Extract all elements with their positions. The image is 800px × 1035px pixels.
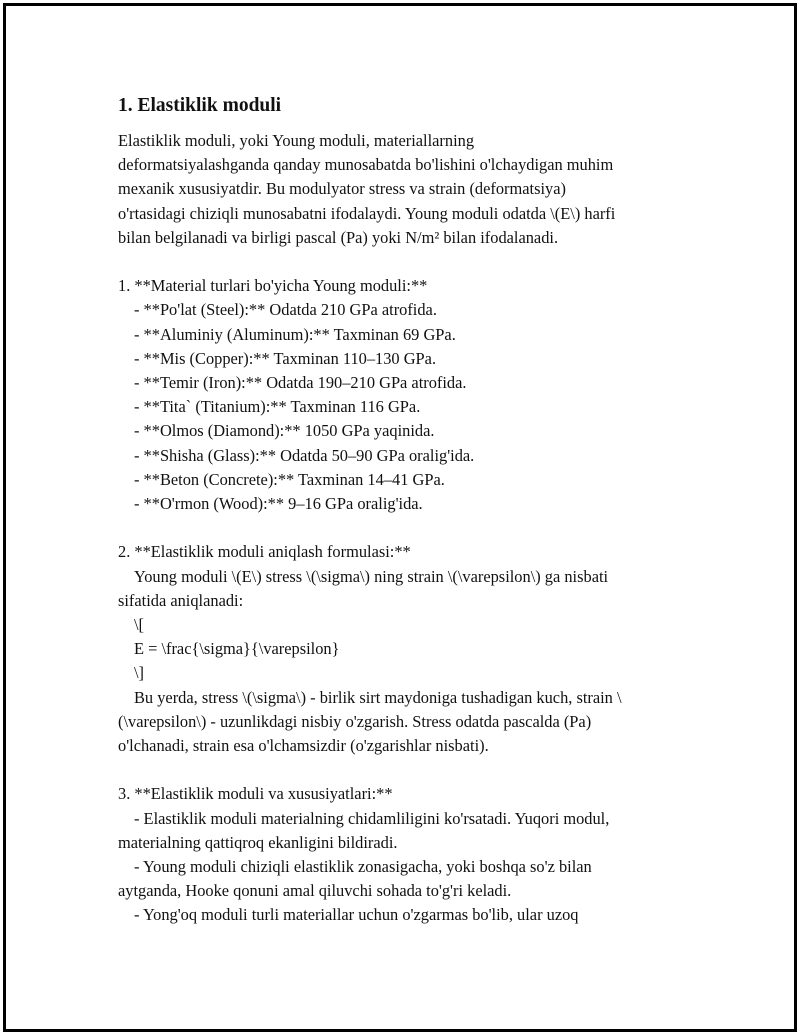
formula-section: [118, 540, 708, 758]
spacer: [118, 516, 708, 540]
list-item: - **O'rmon (Wood):** 9–16 GPa oralig'ida.: [134, 494, 423, 514]
spacer: [118, 758, 708, 782]
intro-line: bilan belgilanadi va birligi pascal (Pa) yoki N/m² bilan ifodalanadi.: [118, 227, 559, 247]
section-title: 2. **Elastiklik moduli aniqlash formulasi:**: [118, 542, 411, 562]
list-item: - **Shisha (Glass):** Odatda 50–90 GPa oralig'ida.: [134, 445, 475, 465]
paragraph-line: - Elastiklik moduli materialning chidamliligini ko'rsatadi. Yuqori modul,: [134, 808, 610, 828]
paragraph-line: o'lchanadi, strain esa o'lchamsizdir (o'zgarishlar nisbati).: [118, 736, 489, 756]
list-title: 1. **Material turlari bo'yicha Young moduli:**: [118, 276, 428, 296]
document-body: [118, 94, 708, 928]
formula: E = \frac{\sigma}{\varepsilon}: [134, 639, 340, 659]
intro-line: o'rtasidagi chiziqli munosabatni ifodalaydi. Young moduli odatda \(E\) harfi: [118, 203, 616, 223]
paragraph-line: aytganda, Hooke qonuni amal qiluvchi sohada to'g'ri keladi.: [118, 881, 512, 901]
list-item: - **Mis (Copper):** Taxminan 110–130 GPa.: [134, 348, 437, 368]
intro-line: deformatsiyalashganda qanday munosabatda bo'lishini o'lchaydigan muhim: [118, 155, 614, 175]
list-item: - **Aluminiy (Aluminum):** Taxminan 69 GPa.: [134, 324, 456, 344]
material-list-section: [118, 274, 708, 516]
paragraph-line: sifatida aniqlanadi:: [118, 590, 244, 610]
paragraph-line: - Young moduli chiziqli elastiklik zonasigacha, yoki boshqa so'z bilan: [134, 857, 592, 877]
spacer: [118, 250, 708, 274]
list-item: - **Olmos (Diamond):** 1050 GPa yaqinida.: [134, 421, 435, 441]
list-item: - **Temir (Iron):** Odatda 190–210 GPa atrofida.: [134, 373, 467, 393]
list-item: - **Po'lat (Steel):** Odatda 210 GPa atrofida.: [134, 300, 437, 320]
intro-line: mexanik xususiyatdir. Bu modulyator stress va strain (deformatsiya): [118, 179, 566, 199]
paragraph-line: materialning qattiqroq ekanligini bildiradi.: [118, 832, 398, 852]
list-item: - **Beton (Concrete):** Taxminan 14–41 GPa.: [134, 469, 445, 489]
intro-line: Elastiklik moduli, yoki Young moduli, materiallarning: [118, 131, 475, 150]
paragraph-line: - Yong'oq moduli turli materiallar uchun o'zgarmas bo'lib, ular uzoq: [134, 905, 579, 925]
properties-section: [118, 782, 708, 927]
section-heading: 1. Elastiklik moduli: [118, 95, 282, 116]
list-item: - **Tita` (Titanium):** Taxminan 116 GPa.: [134, 397, 421, 417]
paragraph-line: (\varepsilon\) - uzunlikdagi nisbiy o'zgarish. Stress odatda pascalda (Pa): [118, 711, 592, 731]
section-title: 3. **Elastiklik moduli va xususiyatlari:**: [118, 784, 393, 804]
formula-close: \]: [134, 663, 145, 683]
formula-open: \[: [134, 615, 145, 635]
paragraph-line: Bu yerda, stress \(\sigma\) - birlik sirt maydoniga tushadigan kuch, strain \: [134, 687, 622, 707]
intro-paragraph: [118, 129, 708, 250]
paragraph-line: Young moduli \(E\) stress \(\sigma\) ning strain \(\varepsilon\) ga nisbati: [134, 566, 609, 586]
